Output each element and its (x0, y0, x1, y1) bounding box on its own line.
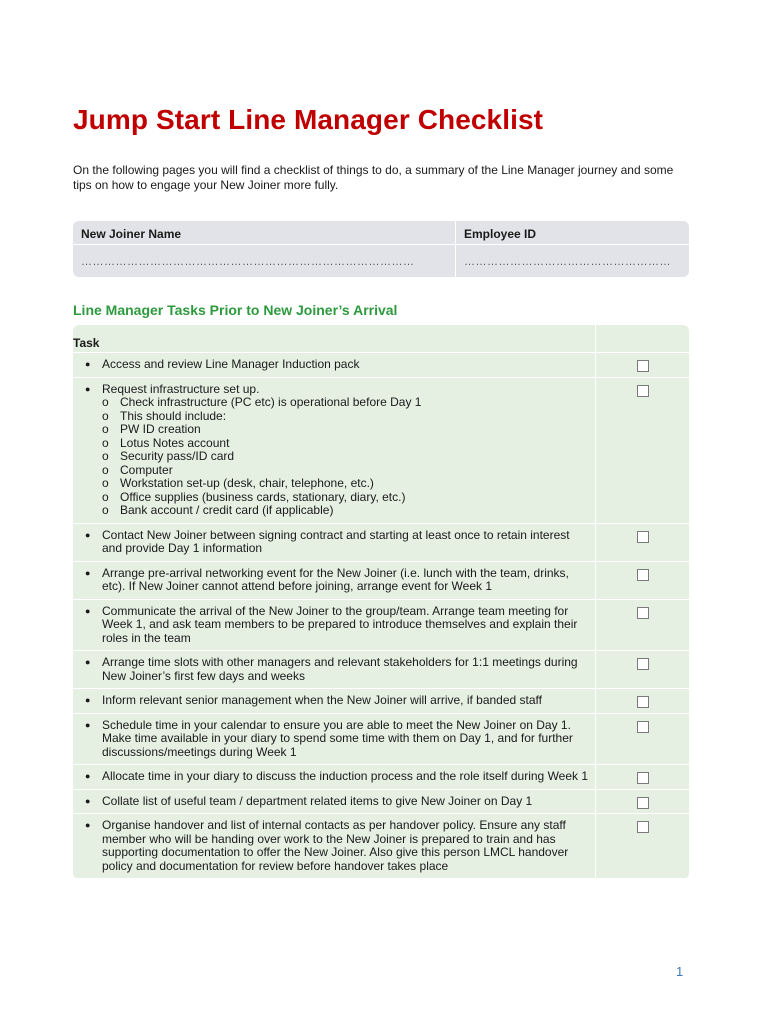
sub-task-text: Workstation set-up (desk, chair, telephone, etc.) (120, 476, 374, 490)
sub-task-item (102, 396, 589, 410)
task-text: Access and review Line Manager Induction pack (102, 357, 360, 371)
task-checkbox[interactable] (637, 607, 649, 619)
checkbox-cell (596, 523, 690, 561)
task-cell (73, 713, 596, 765)
new-joiner-details-table (73, 221, 689, 277)
new-joiner-name-cell (73, 221, 456, 277)
task-cell (73, 377, 596, 523)
bullet-icon: ● (85, 529, 91, 540)
checkbox-cell (596, 377, 690, 523)
sub-bullet-icon: o (102, 476, 109, 490)
task-row (73, 651, 689, 689)
checkbox-cell (596, 689, 690, 714)
checkbox-cell (596, 814, 690, 879)
task-cell (73, 353, 596, 378)
checkbox-column-header (596, 325, 690, 353)
task-text: Allocate time in your diary to discuss the induction process and the role itself during Week 1 (102, 769, 589, 783)
task-item (73, 765, 595, 789)
task-cell (73, 689, 596, 714)
task-item (73, 524, 595, 561)
task-header-label: Task (73, 336, 100, 350)
sub-task-text: Computer (120, 462, 173, 477)
bullet-icon: ● (85, 657, 91, 667)
task-row (73, 814, 689, 879)
task-row (73, 353, 689, 378)
sub-bullet-icon: o (102, 462, 109, 477)
sub-task-item (102, 437, 589, 451)
bullet-icon: ● (85, 383, 91, 394)
task-checklist (73, 325, 689, 879)
task-checkbox[interactable] (637, 772, 649, 784)
task-item (73, 378, 595, 523)
task-text: Arrange time slots with other managers and relevant stakeholders for 1:1 meetings during New Joiner’s first few days and weeks (102, 655, 578, 683)
sub-task-item (102, 504, 589, 518)
task-item (73, 562, 595, 599)
bullet-icon: ● (85, 695, 91, 705)
divider (456, 244, 689, 245)
sub-task-text: This should include: (120, 408, 227, 423)
task-cell (73, 523, 596, 561)
task-text: Request infrastructure set up. (102, 381, 260, 396)
bullet-icon: ● (85, 359, 91, 369)
task-checkbox[interactable] (637, 385, 649, 397)
task-cell (73, 789, 596, 814)
new-joiner-name-label: New Joiner Name (81, 227, 182, 241)
task-text: Communicate the arrival of the New Joiner to the group/team. Arrange team meeting for Week 1, and ask team members to be prepared to introduce themselves and explain their roles in the team (102, 603, 578, 645)
task-text: Contact New Joiner between signing contract and starting at least once to retain interest and provide Day 1 information (102, 527, 570, 555)
sub-task-text: Security pass/ID card (120, 449, 235, 463)
sub-bullet-icon: o (102, 408, 109, 423)
task-checkbox[interactable] (637, 569, 649, 581)
checkbox-cell (596, 651, 690, 689)
checkbox-cell (596, 599, 690, 651)
task-item (73, 790, 595, 814)
task-checkbox[interactable] (637, 531, 649, 543)
sub-task-text: Office supplies (business cards, stationary, diary, etc.) (120, 489, 406, 504)
sub-task-item (102, 477, 589, 491)
employee-id-cell (456, 221, 689, 277)
task-item (73, 689, 595, 713)
task-header-row (73, 325, 689, 353)
task-cell (73, 765, 596, 790)
sub-task-text: Lotus Notes account (120, 435, 230, 450)
task-text: Inform relevant senior management when the New Joiner will arrive, if banded staff (102, 693, 542, 707)
bullet-icon: ● (85, 820, 91, 830)
task-text: Arrange pre-arrival networking event for the New Joiner (i.e. lunch with the team, drinks, etc). If New Joiner cannot attend before joining, arrange event for Week 1 (102, 565, 569, 593)
sub-bullet-icon: o (102, 435, 109, 450)
task-checkbox[interactable] (637, 721, 649, 733)
task-checkbox[interactable] (637, 658, 649, 670)
sub-task-item (102, 464, 589, 478)
task-row (73, 713, 689, 765)
bullet-icon: ● (85, 771, 91, 781)
task-column-header (73, 325, 596, 353)
task-checkbox[interactable] (637, 797, 649, 809)
checkbox-cell (596, 561, 690, 599)
sub-bullet-icon: o (102, 503, 109, 517)
checkbox-cell (596, 353, 690, 378)
sub-bullet-icon: o (102, 449, 109, 463)
task-text: Collate list of useful team / department related items to give New Joiner on Day 1 (102, 793, 533, 808)
task-item (73, 600, 595, 651)
checkbox-cell (596, 713, 690, 765)
bullet-icon: ● (85, 719, 91, 730)
task-row (73, 789, 689, 814)
checkbox-cell (596, 765, 690, 790)
sub-task-item (102, 423, 589, 437)
task-row (73, 377, 689, 523)
task-cell (73, 651, 596, 689)
task-row (73, 523, 689, 561)
divider (73, 244, 455, 245)
task-checkbox[interactable] (637, 696, 649, 708)
bullet-icon: ● (85, 605, 91, 616)
task-checkbox[interactable] (637, 821, 649, 833)
task-row (73, 765, 689, 790)
sub-bullet-icon: o (102, 489, 109, 504)
sub-task-item (102, 410, 589, 424)
task-checkbox[interactable] (637, 360, 649, 372)
employee-id-field[interactable]: ……………………………………………… (464, 256, 671, 268)
sub-task-item (102, 450, 589, 464)
new-joiner-name-field[interactable]: …………………………………………………………………………… (81, 256, 415, 268)
task-item (73, 651, 595, 688)
sub-task-text: PW ID creation (120, 422, 201, 436)
task-cell (73, 561, 596, 599)
bullet-icon: ● (85, 567, 91, 578)
task-cell (73, 599, 596, 651)
page-title: Jump Start Line Manager Checklist (73, 104, 544, 135)
task-item (73, 714, 595, 765)
task-cell (73, 814, 596, 879)
sub-bullet-icon: o (102, 422, 109, 436)
task-row (73, 561, 689, 599)
task-item (73, 814, 595, 878)
intro-paragraph: On the following pages you will find a checklist of things to do, a summary of the Line Manager journey and some tips on how to engage your New Joiner more fully. (73, 163, 674, 192)
task-text: Organise handover and list of internal contacts as per handover policy. Ensure any staff member who will be handing over work to the New Joiner is prepared to train and has supporting documentation to offer the New Joiner. Also give this person LMCL handover policy and documentation for review before handover takes place (102, 818, 569, 873)
page-number: 1 (676, 964, 684, 979)
sub-task-item (102, 491, 589, 505)
section-title: Line Manager Tasks Prior to New Joiner’s Arrival (73, 302, 398, 318)
checkbox-cell (596, 789, 690, 814)
sub-task-text: Check infrastructure (PC etc) is operational before Day 1 (120, 395, 422, 409)
sub-bullet-icon: o (102, 395, 109, 409)
bullet-icon: ● (85, 795, 91, 806)
task-row (73, 689, 689, 714)
employee-id-label: Employee ID (464, 227, 537, 241)
task-row (73, 599, 689, 651)
task-item (73, 353, 595, 377)
sub-task-text: Bank account / credit card (if applicable) (120, 503, 334, 517)
task-text: Schedule time in your calendar to ensure you are able to meet the New Joiner on Day 1. Make time available in your diary to spend some time with them on Day 1, and for further discussions/meetings during Week 1 (102, 717, 573, 759)
